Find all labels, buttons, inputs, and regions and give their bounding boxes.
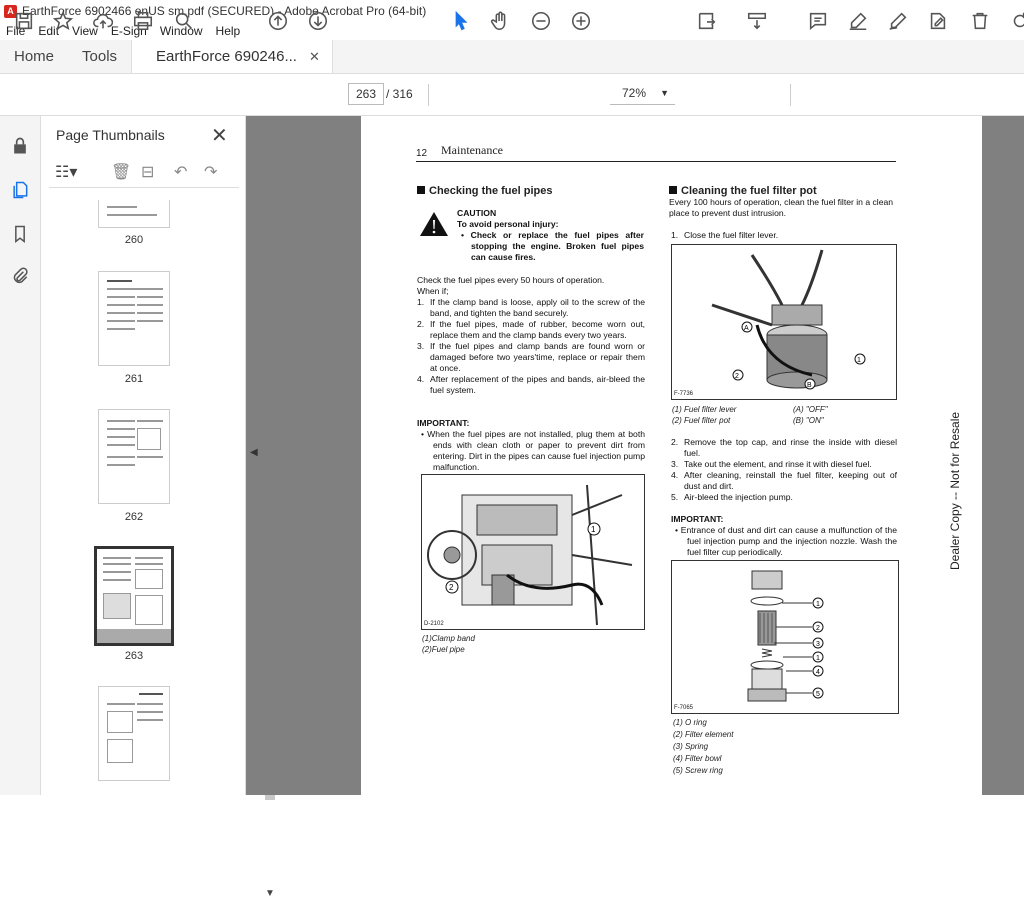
save-icon[interactable]: [12, 9, 36, 33]
figure-caption: (1) O ring: [673, 718, 707, 727]
figure-caption: (2) Filter element: [673, 730, 734, 739]
extract-page-icon[interactable]: ⊟: [141, 164, 155, 181]
list-item: 4. After cleaning, reinstall the fuel filter, keeping out of dust and dirt.: [671, 470, 897, 491]
draw-icon[interactable]: [886, 9, 910, 33]
section-title-fuel-filter: Cleaning the fuel filter pot: [669, 185, 817, 197]
page-number-input[interactable]: 263: [348, 83, 384, 105]
tab-home[interactable]: Home: [14, 48, 55, 65]
figure-caption: (B) "ON": [793, 416, 824, 425]
tab-bar: [0, 40, 1024, 74]
hand-tool-icon[interactable]: [488, 9, 512, 33]
thumbnail-page-261[interactable]: [98, 271, 170, 366]
svg-text:2: 2: [816, 625, 820, 632]
attachment-icon[interactable]: [10, 266, 30, 286]
figure-code: F-7736: [674, 391, 694, 397]
next-page-icon[interactable]: [306, 9, 330, 33]
svg-text:1: 1: [857, 357, 861, 364]
fuel-pipes-steps: [417, 297, 645, 396]
rotate-left-icon[interactable]: ↶: [174, 164, 188, 181]
zoom-out-icon[interactable]: [529, 9, 553, 33]
thumbnail-label: 262: [124, 511, 144, 523]
menu-help[interactable]: Help: [215, 24, 241, 38]
close-tab-icon[interactable]: ✕: [308, 48, 320, 64]
figure-caption: (A) "OFF": [793, 405, 828, 414]
chevron-down-icon: ▼: [660, 88, 669, 98]
fill-sign-icon[interactable]: [926, 9, 950, 33]
thumbnail-page-262[interactable]: [98, 409, 170, 504]
figure-caption: (3) Spring: [673, 742, 709, 751]
caution-bullet: • Check or replace the fuel pipes after stopping the engine. Broken fuel pipes can cause fires.: [461, 230, 644, 262]
figure-caption: (2)Fuel pipe: [422, 645, 465, 654]
bookmark-icon[interactable]: [10, 224, 30, 244]
svg-text:1: 1: [591, 525, 596, 534]
page-header: Maintenance: [441, 143, 503, 157]
tab-document[interactable]: [131, 40, 333, 73]
fuel-filter-intro: Every 100 hours of operation, clean the fuel filter in a clean place to prevent dust intrusion.: [669, 197, 894, 218]
thumbnail-label: 263: [124, 650, 144, 662]
fuel-filter-figure: [671, 244, 897, 400]
pdf-page: [361, 116, 982, 795]
page-fit-icon[interactable]: [695, 9, 719, 33]
list-item: 1. Close the fuel filter lever.: [671, 230, 779, 240]
figure-caption: (5) Screw ring: [673, 766, 723, 775]
figure-caption: (1) Fuel filter lever: [672, 405, 737, 414]
thumbnail-page-260[interactable]: [98, 200, 170, 228]
toolbar-divider: [428, 84, 429, 106]
tab-document-label: EarthForce 690246...: [156, 48, 297, 65]
menu-esign[interactable]: E-Sign: [110, 24, 147, 38]
header-rule: [416, 161, 896, 162]
delete-page-icon[interactable]: 🗑: [111, 164, 132, 181]
fuel-filter-step1: [671, 230, 897, 241]
close-panel-icon[interactable]: ✕: [211, 125, 228, 147]
page-thumbnails-icon[interactable]: [10, 180, 30, 200]
caution-lead: To avoid personal injury:: [457, 219, 559, 229]
list-item: 3. Take out the element, and rinse it with diesel fuel.: [671, 459, 872, 469]
fuel-pipes-intro: Check the fuel pipes every 50 hours of operation.: [417, 275, 605, 285]
panel-toolbar: [49, 156, 239, 188]
section-title-fuel-pipes: Checking the fuel pipes: [417, 185, 552, 197]
thumbnail-page-263-selected[interactable]: [94, 546, 174, 646]
svg-text:3: 3: [816, 641, 820, 648]
rotate-right-icon[interactable]: ↷: [204, 164, 218, 181]
thumbnails-panel: [41, 116, 275, 899]
important-title-left: IMPORTANT:: [417, 418, 470, 428]
svg-text:5: 5: [816, 691, 820, 698]
menu-edit[interactable]: Edit: [38, 24, 60, 38]
svg-text:2: 2: [449, 583, 454, 592]
page-number: 12: [416, 148, 428, 159]
warning-icon: [419, 211, 449, 237]
figure-code: F-7065: [674, 705, 694, 711]
tab-tools[interactable]: Tools: [82, 48, 118, 65]
list-item: 2. If the fuel pipes, made of rubber, become worn out, replace them and the clamp bands every two years.: [417, 319, 645, 340]
zoom-value: 72%: [622, 86, 647, 100]
important-bullet-right: • Entrance of dust and dirt can cause a mulfunction of the fuel injection pump and the injection nozzle. Wash the fuel filter cup periodically.: [675, 525, 897, 557]
list-item: 4. After replacement of the pipes and bands, air-bleed the fuel system.: [417, 374, 645, 395]
select-cursor-icon[interactable]: [449, 9, 473, 33]
figure-caption: (4) Filter bowl: [673, 754, 722, 763]
svg-text:2: 2: [735, 373, 739, 380]
caution-title: CAUTION: [457, 208, 497, 218]
thumbnail-label: 260: [124, 234, 144, 246]
figure-caption: (1)Clamp band: [422, 634, 475, 643]
menu-window[interactable]: Window: [159, 24, 203, 38]
delete-icon[interactable]: [968, 9, 992, 33]
acrobat-logo-icon: A: [4, 5, 17, 18]
filter-parts-figure: [671, 560, 899, 714]
important-title-right: IMPORTANT:: [671, 514, 724, 524]
toolbar: [0, 74, 1024, 116]
list-item: 1. If the clamp band is loose, apply oil to the screw of the band, and tighten the band securely.: [417, 297, 645, 318]
engine-figure: [421, 474, 645, 630]
toolbar-divider: [790, 84, 791, 106]
window-title: EarthForce 6902466 enUS sm.pdf (SECURED) - Adobe Acrobat Pro (64-bit): [22, 4, 427, 18]
left-rail: [0, 116, 41, 795]
figure-code: D-2102: [424, 621, 444, 627]
collapse-panel-icon[interactable]: ◀: [250, 447, 258, 458]
svg-text:B: B: [807, 382, 812, 389]
options-menu-icon[interactable]: ☷▾: [55, 164, 78, 181]
svg-text:1: 1: [816, 655, 820, 662]
scroll-down-icon[interactable]: ▼: [265, 888, 275, 899]
important-bullet-left: • When the fuel pipes are not installed, plug them at both ends with clean cloth or paper to prevent dirt from entering. Dirt in the pipes can cause fuel injection pump malfunction.: [421, 429, 646, 472]
svg-text:4: 4: [816, 669, 820, 676]
zoom-in-icon[interactable]: [569, 9, 593, 33]
previous-page-icon[interactable]: [266, 9, 290, 33]
scroll-mode-icon[interactable]: [745, 9, 769, 33]
cloud-upload-icon[interactable]: [91, 9, 115, 33]
comment-icon[interactable]: [806, 9, 830, 33]
panel-title: Page Thumbnails: [56, 127, 165, 143]
search-icon[interactable]: [172, 9, 196, 33]
print-icon[interactable]: [131, 9, 155, 33]
list-item: 5. Air-bleed the injection pump.: [671, 492, 793, 502]
svg-text:A: A: [744, 325, 749, 332]
zoom-select[interactable]: [610, 83, 675, 105]
fuel-filter-steps: [671, 437, 897, 503]
menu-view[interactable]: View: [72, 24, 98, 38]
figure-caption: (2) Fuel filter pot: [672, 416, 731, 425]
list-item: 3. If the fuel pipes and clamp bands are found worn or damaged before two years'time, replace or repair them at once.: [417, 341, 645, 373]
page-total: / 316: [386, 87, 413, 101]
lock-icon[interactable]: [10, 136, 30, 156]
dealer-watermark: Dealer Copy -- Not for Resale: [948, 411, 962, 570]
thumbnail-label: 261: [124, 373, 144, 385]
svg-text:1: 1: [816, 601, 820, 608]
fuel-pipes-when: When if;: [417, 286, 449, 296]
thumbnail-page-264[interactable]: [98, 686, 170, 781]
list-item: 2. Remove the top cap, and rinse the inside with diesel fuel.: [671, 437, 897, 458]
star-icon[interactable]: [51, 9, 75, 33]
menu-file[interactable]: File: [6, 24, 26, 38]
rotate-icon[interactable]: [1008, 9, 1024, 33]
highlight-pen-icon[interactable]: [846, 9, 870, 33]
